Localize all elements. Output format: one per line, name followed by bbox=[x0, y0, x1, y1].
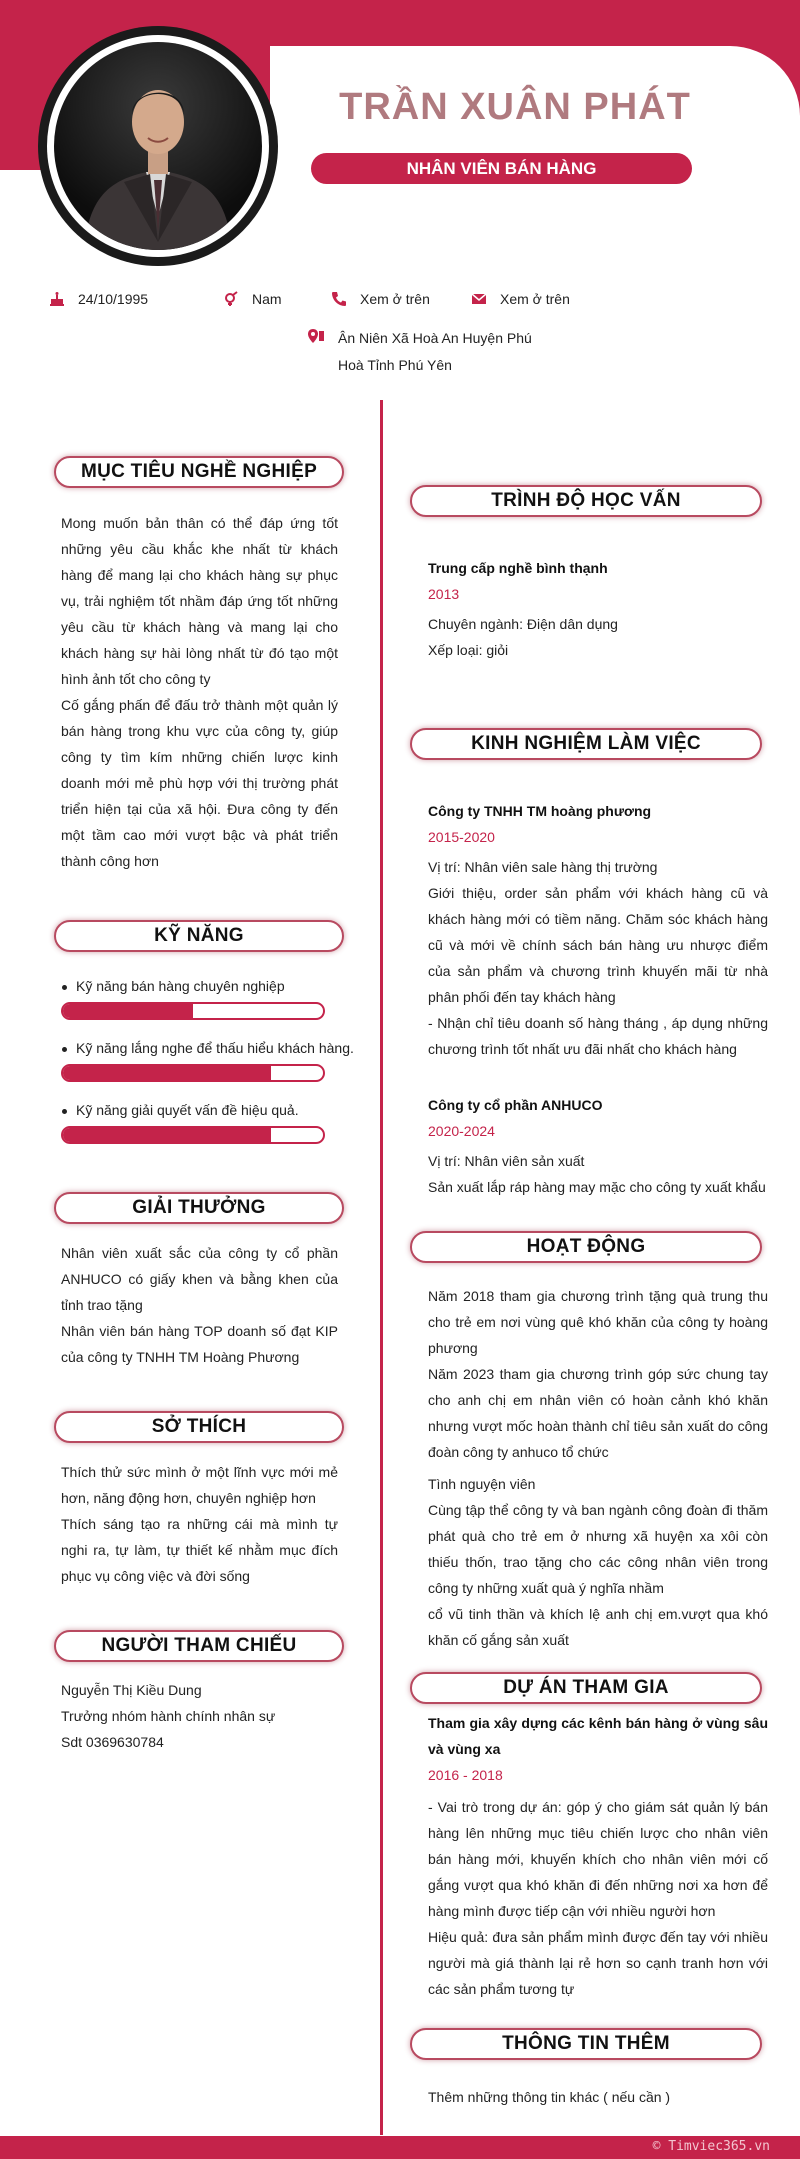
bullet-icon bbox=[62, 1109, 67, 1114]
gender-text: Nam bbox=[252, 291, 282, 307]
reference-heading: NGƯỜI THAM CHIẾU bbox=[54, 1630, 344, 1662]
location-icon-wrap bbox=[307, 327, 337, 345]
objective-paragraph-1: Mong muốn bản thân có thể đáp ứng tốt những yêu cầu khắc khe nhất từ khách hàng để mang lại cho khách hàng sự phục vụ, trải nghiệm tốt nhầm đáp ứng tốt những yêu cầu từ khách hàng và mang lại cho khách hàng sự hài lòng nhất từ đó tạo một hình ảnh tốt cho công ty bbox=[61, 515, 338, 687]
skill-label bbox=[62, 1102, 299, 1118]
contact-birthday bbox=[48, 290, 148, 308]
contact-phone bbox=[330, 290, 430, 308]
extra-info-text: Thêm những thông tin khác ( nếu cần ) bbox=[428, 2089, 671, 2105]
skill-label-text: Kỹ năng lắng nghe để thấu hiểu khách hàng. bbox=[76, 1040, 354, 1056]
phone-icon bbox=[330, 290, 348, 308]
activities-text bbox=[428, 1283, 768, 1653]
activity-item-1: Năm 2018 tham gia chương trình tặng quà trung thu cho trẻ em nơi vùng quê khó khăn của công ty hoàng phương bbox=[428, 1288, 768, 1356]
projects-heading: DỰ ÁN THAM GIA bbox=[410, 1672, 762, 1704]
activity-volunteer-label: Tình nguyện viên bbox=[428, 1476, 536, 1492]
job-title-badge: NHÂN VIÊN BÁN HÀNG bbox=[311, 153, 692, 184]
contact-gender bbox=[222, 290, 282, 308]
bullet-icon bbox=[62, 1047, 67, 1052]
hobby-item-1: Thích thử sức mình ở một lĩnh vực mới mẻ hơn, năng động hơn, chuyên nghiệp hơn bbox=[61, 1464, 338, 1506]
reference-phone: Sdt 0369630784 bbox=[61, 1734, 164, 1750]
education-school: Trung cấp nghề bình thạnh bbox=[428, 560, 608, 576]
education-major: Chuyên ngành: Điện dân dụng bbox=[428, 616, 618, 632]
address-line-1: Ân Niên Xã Hoà An Huyện Phú bbox=[338, 330, 532, 346]
activities-heading: HOẠT ĐỘNG bbox=[410, 1231, 762, 1263]
skill-level-bar bbox=[61, 1126, 325, 1144]
avatar-person-illustration bbox=[54, 42, 262, 250]
experience-heading: KINH NGHIỆM LÀM VIỆC bbox=[410, 728, 762, 760]
hobbies-heading: SỞ THÍCH bbox=[54, 1411, 344, 1443]
skills-heading: KỸ NĂNG bbox=[54, 920, 344, 952]
activity-item-3: Cùng tập thể công ty và ban ngành công đoàn đi thăm phát quà cho trẻ em ở nhưng xã huyện xa xôi còn thiếu thốn, trao tặng cho các công nhân viên trong công ty những xuất quà ý nghĩa nhầm bbox=[428, 1502, 768, 1596]
skill-level-bar bbox=[61, 1064, 325, 1082]
avatar bbox=[54, 42, 262, 250]
job-1-period: 2015-2020 bbox=[428, 829, 495, 845]
education-grade: Xếp loại: giỏi bbox=[428, 642, 509, 658]
objective-text bbox=[61, 510, 338, 874]
extra-info-heading: THÔNG TIN THÊM bbox=[410, 2028, 762, 2060]
education-year: 2013 bbox=[428, 586, 460, 602]
birthday-text: 24/10/1995 bbox=[78, 291, 149, 307]
job-1-company: Công ty TNHH TM hoàng phương bbox=[428, 803, 652, 819]
award-item-2: Nhân viên bán hàng TOP doanh số đạt KIP của công ty TNHH TM Hoàng Phương bbox=[61, 1323, 338, 1365]
skill-level-fill bbox=[63, 1066, 271, 1080]
skill-level-bar bbox=[61, 1002, 325, 1020]
address-line-2: Hoà Tỉnh Phú Yên bbox=[338, 357, 452, 373]
job-1-description-2: - Nhận chỉ tiêu doanh số hàng tháng , áp dụng những chương trình tốt nhất ưu đãi nhất cho khách hàng bbox=[428, 1015, 768, 1057]
reference-text bbox=[61, 1677, 338, 1755]
bullet-icon bbox=[62, 985, 67, 990]
project-result: Hiệu quả: đưa sản phẩm mình được đến tay với nhiều người mà giá thành lại rẻ hơn so cạnh tranh hơn với các sản phẩm tương tự bbox=[428, 1929, 768, 1997]
education-heading: TRÌNH ĐỘ HỌC VẤN bbox=[410, 485, 762, 517]
email-icon bbox=[470, 290, 488, 308]
job-2-position: Vị trí: Nhân viên sản xuất bbox=[428, 1153, 585, 1169]
skill-label-text: Kỹ năng giải quyết vấn đề hiệu quả. bbox=[76, 1102, 299, 1118]
job-2-description: Sản xuất lắp ráp hàng may mặc cho công ty xuất khẩu bbox=[428, 1179, 766, 1195]
activity-item-2: Năm 2023 tham gia chương trình góp sức chung tay cho anh chị em nhân viên có hoàn cảnh khó khăn nhưng vượt mốc hoàn thành chỉ tiêu sản xuất do công đoàn công ty anhuco tổ chức bbox=[428, 1366, 768, 1460]
contact-email bbox=[470, 290, 570, 308]
activity-item-4: cổ vũ tinh thần và khích lệ anh chị em.vượt qua khó khăn cố gắng sản xuất bbox=[428, 1606, 768, 1648]
skill-label-text: Kỹ năng bán hàng chuyên nghiệp bbox=[76, 978, 285, 994]
cake-icon bbox=[48, 290, 66, 308]
header-name-panel bbox=[270, 46, 800, 246]
skill-level-fill bbox=[63, 1004, 193, 1018]
contact-address bbox=[338, 325, 532, 379]
experience-job-1 bbox=[428, 798, 768, 1062]
education-text bbox=[428, 555, 768, 663]
column-divider bbox=[380, 400, 383, 2135]
awards-heading: GIẢI THƯỞNG bbox=[54, 1192, 344, 1224]
project-role: - Vai trò trong dự án: góp ý cho giám sát quản lý bán hàng lên những mục tiêu chiến lược cho nhân viên bán hàng mới, khuyến khích cho nhân viên mới cố gắng vượt qua khó khăn đi đến những nơi xa hơn để hàng mình được tiếp cận với nhiều người hơn bbox=[428, 1799, 768, 1919]
job-1-position: Vị trí: Nhân viên sale hàng thị trường bbox=[428, 859, 658, 875]
gender-icon bbox=[222, 290, 240, 308]
reference-position: Trưởng nhóm hành chính nhân sự bbox=[61, 1708, 276, 1724]
project-name: Tham gia xây dựng các kênh bán hàng ở vùng sâu và vùng xa bbox=[428, 1715, 768, 1757]
objective-paragraph-2: Cố gắng phấn để đấu trở thành một quản lý bán hàng trong khu vực của công ty, giúp công ty tìm kím những chiến lược kinh doanh mới mẻ phù hợp với thị trường phát triển hiện tại của xã hội. Đưa công ty đến một tầm cao mới vượt bậc và phát triển thành công hơn bbox=[61, 697, 338, 869]
awards-text bbox=[61, 1240, 338, 1370]
skill-level-fill bbox=[63, 1128, 271, 1142]
hobby-item-2: Thích sáng tạo ra những cái mà mình tự nghi ra, tự làm, tự thiết kế nhằm mục đích phục vụ công việc và đời sống bbox=[61, 1516, 338, 1584]
project-period: 2016 - 2018 bbox=[428, 1767, 503, 1783]
reference-name: Nguyễn Thị Kiều Dung bbox=[61, 1682, 202, 1698]
job-1-description: Giới thiệu, order sản phẩm với khách hàng cũ và khách hàng mới có tiềm năng. Chăm sóc khách hàng cũ và mới về chính sách bán hàng ưu nhược điểm của sản phẩm và chương trình khuyến mãi từ nhà phân phối đến tay khách hàng bbox=[428, 885, 768, 1005]
phone-text: Xem ở trên bbox=[360, 291, 430, 307]
job-2-period: 2020-2024 bbox=[428, 1123, 495, 1139]
location-icon bbox=[307, 327, 325, 345]
job-2-company: Công ty cổ phần ANHUCO bbox=[428, 1097, 603, 1113]
experience-job-2 bbox=[428, 1092, 768, 1200]
skill-label bbox=[62, 1040, 354, 1056]
award-item-1: Nhân viên xuất sắc của công ty cổ phần ANHUCO có giấy khen và bằng khen của tỉnh trao tặng bbox=[61, 1245, 338, 1313]
footer-watermark: © Timviec365.vn bbox=[652, 2139, 770, 2154]
project-item bbox=[428, 1710, 768, 2002]
objective-heading: MỤC TIÊU NGHỀ NGHIỆP bbox=[54, 456, 344, 488]
hobbies-text bbox=[61, 1459, 338, 1589]
candidate-name: TRẦN XUÂN PHÁT bbox=[339, 86, 691, 128]
email-text: Xem ở trên bbox=[500, 291, 570, 307]
skill-label bbox=[62, 978, 285, 994]
